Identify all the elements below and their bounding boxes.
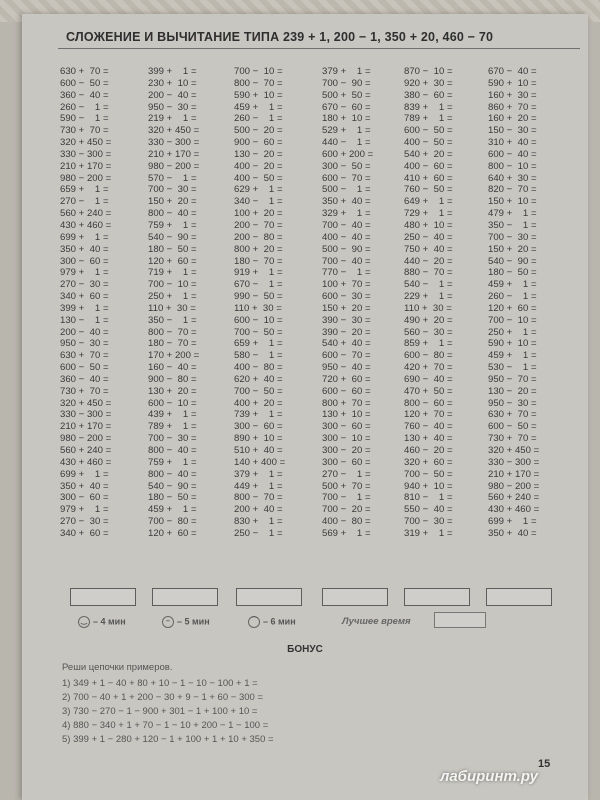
time-box-1[interactable] (70, 588, 136, 606)
exercise-item: 319 + 1 = (404, 527, 453, 539)
exercise-item: 950 − 40 = (322, 362, 371, 374)
exercise-item: 150 + 20 = (322, 302, 371, 314)
exercise-item: 759 + 1 = (148, 219, 197, 231)
exercise-item: 410 + 60 = (404, 172, 453, 184)
exercise-item: 390 − 20 = (322, 326, 371, 338)
exercise-item: 130 + 10 = (322, 409, 371, 421)
exercise-item: 720 + 60 = (322, 373, 371, 385)
time-box-4[interactable] (322, 588, 388, 606)
exercise-column-4 (322, 66, 373, 540)
exercise-item: 700 − 10 = (488, 314, 537, 326)
exercise-item: 150 + 20 = (488, 243, 537, 255)
exercise-item: 340 + 60 = (60, 527, 109, 539)
exercise-item: 379 + 1 = (234, 468, 283, 480)
exercise-item: 459 + 1 = (488, 350, 537, 362)
exercise-item: 620 + 40 = (234, 373, 283, 385)
exercise-item: 320 + 450 = (60, 397, 112, 409)
exercise-item: 480 + 10 = (404, 219, 453, 231)
exercise-item: 380 − 60 = (404, 89, 453, 101)
exercise-item: 600 − 10 = (148, 397, 197, 409)
exercise-item: 730 + 70 = (60, 385, 109, 397)
exercise-item: 979 + 1 = (60, 504, 109, 516)
exercise-item: 800 − 70 = (148, 326, 197, 338)
exercise-item: 839 + 1 = (404, 101, 453, 113)
exercise-item: 890 + 10 = (234, 433, 283, 445)
exercise-item: 130 + 40 = (404, 433, 453, 445)
time-box-3[interactable] (236, 588, 302, 606)
exercise-item: 479 + 1 = (488, 208, 537, 220)
exercise-item: 110 + 30 = (404, 302, 452, 314)
exercise-item: 919 + 1 = (234, 267, 283, 279)
exercise-item: 180 − 50 = (148, 243, 197, 255)
exercise-item: 560 − 30 = (404, 326, 453, 338)
exercise-item: 540 − 90 = (148, 231, 197, 243)
exercise-item: 540 − 1 = (404, 279, 453, 291)
exercise-item: 500 + 70 = (322, 480, 371, 492)
bonus-chain-1: 1) 349 + 1 − 40 + 80 + 10 − 1 − 10 − 100 + 1 = (62, 678, 258, 689)
exercise-item: 859 + 1 = (404, 338, 453, 350)
exercise-item: 400 − 80 = (322, 516, 371, 528)
exercise-item: 120 + 60 = (148, 527, 197, 539)
page-number: 15 (538, 758, 551, 770)
exercise-item: 400 − 40 = (322, 231, 371, 243)
exercise-item: 260 − 1 = (60, 101, 109, 113)
exercise-item: 570 − 1 = (148, 172, 197, 184)
time-box-5[interactable] (404, 588, 470, 606)
exercise-item: 270 − 30 = (60, 516, 109, 528)
exercise-item: 789 + 1 = (148, 421, 197, 433)
exercise-item: 300 − 60 = (60, 255, 109, 267)
exercise-item: 250 − 1 = (234, 527, 283, 539)
exercise-item: 730 + 70 = (60, 125, 109, 137)
exercise-item: 400 + 20 = (234, 397, 283, 409)
exercise-item: 560 + 240 = (488, 492, 540, 504)
bonus-instructions: Реши цепочки примеров. (62, 662, 173, 673)
exercise-item: 459 + 1 = (148, 504, 197, 516)
exercise-item: 330 − 300 = (488, 456, 540, 468)
smile-face-icon: ‿ (78, 616, 90, 628)
bonus-title: БОНУС (287, 644, 323, 655)
exercise-item: 729 + 1 = (404, 208, 453, 220)
exercise-item: 270 − 1 = (322, 468, 371, 480)
exercise-item: 130 − 20 = (234, 148, 283, 160)
exercise-column-3 (234, 66, 285, 540)
time-box-2[interactable] (152, 588, 218, 606)
exercise-item: 150 + 10 = (488, 196, 537, 208)
exercise-item: 230 + 10 = (148, 77, 197, 89)
exercise-item: 600 − 50 = (60, 77, 109, 89)
exercise-item: 630 + 70 = (60, 350, 109, 362)
exercise-item: 600 − 70 = (322, 172, 371, 184)
exercise-column-1 (60, 66, 111, 540)
exercise-item: 130 − 20 = (488, 385, 537, 397)
exercise-item: 700 − 10 = (148, 279, 197, 291)
exercise-item: 600 − 50 = (488, 421, 537, 433)
exercise-item: 560 + 240 = (60, 208, 112, 220)
exercise-item: 700 − 30 = (404, 516, 453, 528)
exercise-item: 270 − 30 = (60, 279, 109, 291)
exercise-item: 160 + 20 = (488, 113, 537, 125)
exercise-item: 400 − 50 = (404, 137, 453, 149)
exercise-item: 350 + 40 = (60, 243, 109, 255)
exercise-item: 180 − 70 = (148, 338, 197, 350)
exercise-item: 500 − 1 = (322, 184, 371, 196)
exercise-item: 560 + 240 = (60, 445, 112, 456)
exercise-item: 350 − 1 = (148, 314, 197, 326)
best-time-box[interactable] (434, 612, 486, 628)
exercise-item: 979 + 1 = (60, 267, 109, 279)
exercise-item: 700 − 40 = (322, 255, 371, 267)
exercise-item: 460 − 20 = (404, 445, 453, 456)
exercise-item: 950 − 70 = (488, 373, 537, 385)
exercise-item: 360 − 40 = (60, 373, 109, 385)
exercise-item: 629 + 1 = (234, 184, 283, 196)
exercise-item: 100 + 20 = (234, 208, 283, 220)
page-title: СЛОЖЕНИЕ И ВЫЧИТАНИЕ ТИПА 239 + 1, 200 − 1, 350 + 20, 460 − 70 (66, 30, 494, 44)
time-box-6[interactable] (486, 588, 552, 606)
exercise-item: 180 − 50 = (488, 267, 537, 279)
exercise-item: 789 + 1 = (404, 113, 453, 125)
exercise-item: 340 − 1 = (234, 196, 283, 208)
exercise-item: 300 − 60 = (60, 492, 109, 504)
exercise-item: 640 + 30 = (488, 172, 537, 184)
exercise-item: 350 + 40 = (60, 480, 109, 492)
exercise-item: 980 − 200 = (60, 433, 112, 445)
bonus-chain-4: 4) 880 − 340 + 1 + 70 − 1 − 10 + 200 − 1 − 100 = (62, 720, 269, 731)
exercise-item: 180 − 70 = (234, 255, 283, 267)
time-boxes (70, 588, 550, 608)
exercise-item: 700 − 1 = (322, 492, 371, 504)
exercise-item: 800 − 40 = (148, 445, 197, 456)
exercise-item: 649 + 1 = (404, 196, 453, 208)
exercise-item: 420 + 70 = (404, 362, 453, 374)
exercise-item: 210 + 170 = (148, 148, 200, 160)
exercise-item: 400 − 80 = (234, 362, 283, 374)
exercise-item: 670 − 40 = (488, 66, 537, 77)
exercise-item: 200 − 40 = (148, 89, 197, 101)
exercise-item: 900 − 60 = (234, 137, 283, 149)
exercise-item: 700 − 40 = (322, 219, 371, 231)
exercise-item: 300 − 10 = (322, 433, 371, 445)
exercise-item: 300 − 60 = (322, 456, 371, 468)
exercise-item: 100 + 70 = (322, 279, 371, 291)
exercise-column-6 (488, 66, 539, 540)
exercise-item: 719 + 1 = (148, 267, 197, 279)
bonus-chain-3: 3) 730 − 270 − 1 − 900 + 301 − 1 + 100 + 10 = (62, 706, 258, 717)
exercise-item: 699 + 1 = (60, 231, 109, 243)
exercise-item: 250 + 1 = (488, 326, 537, 338)
exercise-item: 440 − 20 = (404, 255, 453, 267)
exercise-item: 540 + 20 = (404, 148, 453, 160)
exercise-item: 700 − 80 = (148, 516, 197, 528)
exercise-item: 950 − 30 = (148, 101, 197, 113)
workbook-page (22, 14, 588, 800)
exercise-item: 659 + 1 = (234, 338, 283, 350)
exercise-item: 739 + 1 = (234, 409, 283, 421)
exercise-item: 200 − 70 = (234, 219, 283, 231)
exercise-item: 470 + 50 = (404, 385, 453, 397)
exercise-item: 600 − 60 = (322, 385, 371, 397)
exercise-item: 439 + 1 = (148, 409, 197, 421)
exercise-item: 760 − 50 = (404, 184, 453, 196)
exercise-item: 700 − 30 = (488, 231, 537, 243)
exercise-item: 770 − 1 = (322, 267, 371, 279)
exercise-item: 600 − 40 = (488, 148, 537, 160)
exercise-item: 759 + 1 = (148, 456, 197, 468)
exercise-item: 700 − 20 = (322, 504, 371, 516)
exercise-item: 690 − 40 = (404, 373, 453, 385)
exercise-item: 330 − 300 = (60, 409, 112, 421)
exercise-item: 530 − 1 = (488, 362, 537, 374)
exercise-item: 880 − 70 = (404, 267, 453, 279)
exercise-item: 540 − 90 = (488, 255, 537, 267)
exercise-item: 699 + 1 = (488, 516, 537, 528)
exercise-item: 870 − 10 = (404, 66, 453, 77)
exercise-item: 170 + 200 = (148, 350, 200, 362)
exercise-item: 700 − 90 = (322, 77, 371, 89)
exercise-item: 180 − 50 = (148, 492, 197, 504)
exercise-item: 250 − 40 = (404, 231, 453, 243)
legend-sad-label: – 6 мин (263, 616, 296, 627)
exercise-item: 300 − 20 = (322, 445, 371, 456)
exercise-item: 300 − 60 = (322, 421, 371, 433)
bonus-chain-2: 2) 700 − 40 + 1 + 200 − 30 + 9 − 1 + 60 − 300 = (62, 692, 263, 703)
exercise-item: 120 + 70 = (404, 409, 453, 421)
exercise-item: 270 − 1 = (60, 196, 109, 208)
exercise-item: 399 + 1 = (60, 302, 109, 314)
exercise-item: 670 − 1 = (234, 279, 283, 291)
exercise-item: 200 − 80 = (234, 231, 283, 243)
exercise-item: 550 − 40 = (404, 504, 453, 516)
exercise-item: 459 + 1 = (488, 279, 537, 291)
exercise-item: 820 − 70 = (488, 184, 537, 196)
exercise-columns (60, 66, 580, 576)
exercise-item: 379 + 1 = (322, 66, 371, 77)
exercise-item: 590 + 10 = (488, 77, 537, 89)
legend-sad (248, 616, 296, 628)
exercise-item: 800 − 60 = (404, 397, 453, 409)
legend-neutral (162, 616, 210, 628)
exercise-item: 590 + 10 = (488, 338, 537, 350)
exercise-item: 459 + 1 = (234, 101, 283, 113)
exercise-item: 980 − 200 = (60, 172, 112, 184)
legend-neutral-label: – 5 мин (177, 616, 210, 627)
exercise-item: 700 − 50 = (234, 385, 283, 397)
sad-face-icon: ⁀ (248, 616, 260, 628)
exercise-item: 700 − 10 = (234, 66, 283, 77)
exercise-item: 320 + 450 = (148, 125, 200, 137)
exercise-item: 400 − 50 = (234, 172, 283, 184)
legend-smile (78, 616, 126, 628)
exercise-item: 500 + 50 = (322, 89, 371, 101)
exercise-item: 900 − 80 = (148, 373, 197, 385)
exercise-item: 980 − 200 = (148, 160, 200, 172)
exercise-item: 440 − 1 = (322, 137, 371, 149)
exercise-item: 810 − 1 = (404, 492, 453, 504)
exercise-item: 200 + 40 = (234, 504, 283, 516)
exercise-item: 659 + 1 = (60, 184, 109, 196)
exercise-item: 980 − 200 = (488, 480, 540, 492)
exercise-item: 200 − 40 = (60, 326, 109, 338)
exercise-item: 329 + 1 = (322, 208, 371, 220)
exercise-item: 140 + 400 = (234, 456, 286, 468)
exercise-item: 160 + 30 = (488, 89, 537, 101)
exercise-item: 700 − 30 = (148, 433, 197, 445)
exercise-item: 600 − 70 = (322, 350, 371, 362)
exercise-item: 600 − 50 = (60, 362, 109, 374)
exercise-item: 340 + 60 = (60, 291, 109, 303)
exercise-item: 510 + 40 = (234, 445, 283, 456)
exercise-item: 350 − 1 = (488, 219, 537, 231)
exercise-item: 830 + 1 = (234, 516, 283, 528)
exercise-item: 500 − 90 = (322, 243, 371, 255)
exercise-item: 120 + 60 = (148, 255, 197, 267)
neutral-face-icon: – (162, 616, 174, 628)
exercise-item: 950 − 30 = (488, 397, 537, 409)
exercise-column-2 (148, 66, 199, 540)
exercise-item: 210 + 170 = (488, 468, 540, 480)
exercise-item: 590 − 1 = (60, 113, 109, 125)
exercise-item: 670 − 60 = (322, 101, 371, 113)
exercise-item: 800 − 70 = (234, 77, 283, 89)
exercise-item: 110 + 30 = (234, 302, 282, 314)
exercise-item: 430 + 460 = (60, 219, 112, 231)
exercise-item: 210 + 170 = (60, 160, 112, 172)
exercise-item: 260 − 1 = (234, 113, 283, 125)
exercise-item: 800 − 40 = (148, 208, 197, 220)
exercise-item: 330 − 300 = (148, 137, 200, 149)
exercise-item: 430 + 460 = (488, 504, 540, 516)
exercise-item: 180 + 10 = (322, 113, 371, 125)
exercise-item: 210 + 170 = (60, 421, 112, 433)
exercise-item: 590 + 10 = (234, 89, 283, 101)
exercise-item: 219 + 1 = (148, 113, 197, 125)
exercise-item: 399 + 1 = (148, 66, 197, 77)
exercise-item: 700 − 30 = (148, 184, 197, 196)
exercise-item: 320 + 60 = (404, 456, 453, 468)
exercise-item: 260 − 1 = (488, 291, 537, 303)
exercise-item: 150 − 30 = (488, 125, 537, 137)
exercise-item: 350 + 40 = (322, 196, 371, 208)
exercise-item: 540 − 90 = (148, 480, 197, 492)
exercise-column-5 (404, 66, 453, 540)
exercise-item: 130 − 1 = (60, 314, 109, 326)
exercise-item: 700 − 50 = (404, 468, 453, 480)
exercise-item: 320 + 450 = (60, 137, 112, 149)
exercise-item: 300 − 60 = (234, 421, 283, 433)
exercise-item: 600 − 50 = (404, 125, 453, 137)
exercise-item: 300 − 50 = (322, 160, 371, 172)
exercise-item: 800 + 70 = (322, 397, 371, 409)
exercise-item: 150 + 20 = (148, 196, 197, 208)
exercise-item: 950 − 30 = (60, 338, 109, 350)
exercise-item: 350 + 40 = (488, 527, 537, 539)
bonus-chain-5: 5) 399 + 1 − 280 + 120 − 1 + 100 + 1 + 10 + 350 = (62, 734, 274, 745)
exercise-item: 800 − 40 = (148, 468, 197, 480)
exercise-item: 700 − 50 = (234, 326, 283, 338)
exercise-item: 400 − 20 = (234, 160, 283, 172)
exercise-item: 110 + 30 = (148, 302, 196, 314)
best-time-label: Лучшее время (342, 616, 411, 627)
exercise-item: 600 − 80 = (404, 350, 453, 362)
watermark-logo: лабиринт.ру (440, 768, 538, 785)
exercise-item: 699 + 1 = (60, 468, 109, 480)
exercise-item: 760 − 40 = (404, 421, 453, 433)
exercise-item: 490 + 20 = (404, 314, 453, 326)
legend-smile-label: – 4 мин (93, 616, 126, 627)
exercise-item: 390 − 30 = (322, 314, 371, 326)
exercise-item: 600 + 200 = (322, 148, 374, 160)
exercise-item: 360 − 40 = (60, 89, 109, 101)
exercise-item: 600 − 10 = (234, 314, 283, 326)
exercise-item: 990 − 50 = (234, 291, 283, 303)
exercise-item: 800 − 70 = (234, 492, 283, 504)
exercise-item: 580 − 1 = (234, 350, 283, 362)
exercise-item: 500 − 20 = (234, 125, 283, 137)
exercise-item: 630 + 70 = (60, 66, 109, 77)
exercise-item: 330 − 300 = (60, 148, 112, 160)
title-divider (58, 48, 580, 49)
exercise-item: 630 + 70 = (488, 409, 537, 421)
exercise-item: 320 + 450 = (488, 445, 540, 456)
exercise-item: 250 + 1 = (148, 291, 197, 303)
exercise-item: 860 + 70 = (488, 101, 537, 113)
exercise-item: 400 − 60 = (404, 160, 453, 172)
exercise-item: 600 − 30 = (322, 291, 371, 303)
exercise-item: 800 + 20 = (234, 243, 283, 255)
exercise-item: 540 + 40 = (322, 338, 371, 350)
exercise-item: 920 + 30 = (404, 77, 453, 89)
exercise-item: 940 + 10 = (404, 480, 453, 492)
exercise-item: 449 + 1 = (234, 480, 283, 492)
exercise-item: 730 + 70 = (488, 433, 537, 445)
exercise-item: 229 + 1 = (404, 291, 453, 303)
exercise-item: 120 + 60 = (488, 302, 537, 314)
exercise-item: 569 + 1 = (322, 527, 371, 539)
exercise-item: 430 + 460 = (60, 456, 112, 468)
exercise-item: 750 + 40 = (404, 243, 453, 255)
exercise-item: 130 + 20 = (148, 385, 197, 397)
exercise-item: 310 + 40 = (488, 137, 537, 149)
exercise-item: 800 − 10 = (488, 160, 537, 172)
exercise-item: 529 + 1 = (322, 125, 371, 137)
exercise-item: 160 − 40 = (148, 362, 197, 374)
